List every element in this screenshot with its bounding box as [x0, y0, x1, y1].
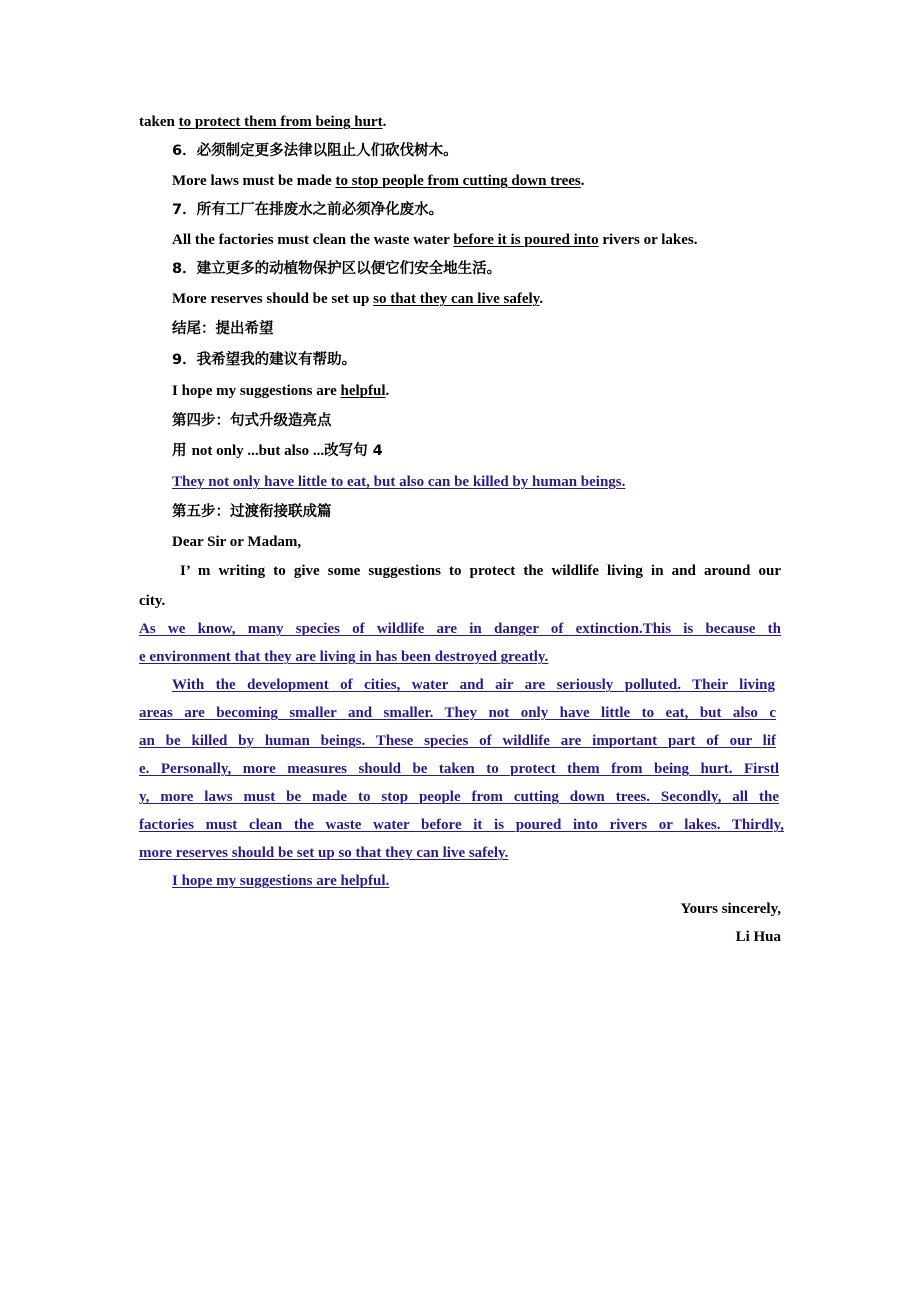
letter-p2-line-3: an be killed by human beings. These species of wildlife are important part of our lif: [139, 733, 776, 749]
item9-lead: I hope my suggestions are: [172, 383, 341, 399]
letter-p2-line-5: y, more laws must be made to stop people from cutting down trees. Secondly, all the: [139, 789, 779, 805]
letter-opening-line-1: I’ m writing to give some suggestions to protect the wildlife living in and around our: [180, 563, 781, 579]
step4-heading: 第四步：句式升级造亮点: [172, 413, 332, 429]
item7-answer: before it is poured into: [453, 232, 599, 248]
letter-closing-hope: I hope my suggestions are helpful.: [172, 873, 390, 889]
letter-p2-line-2: areas are becoming smaller and smaller. They not only have little to eat, but also c: [139, 705, 776, 721]
letter-signature: Li Hua: [735, 929, 781, 945]
item6-english: [172, 171, 585, 191]
item9-chinese: 9．我希望我的建议有帮助。: [172, 352, 357, 368]
step5-heading: 第五步：过渡衔接联成篇: [172, 504, 332, 520]
item6-chinese: 6．必须制定更多法律以阻止人们砍伐树木。: [172, 143, 458, 159]
letter-p2-line-1: With the development of cities, water and air are seriously polluted. Their living: [172, 677, 775, 693]
item8-answer: so that they can live safely: [373, 291, 540, 307]
step4-instruction-suffix: 改写句 4: [324, 443, 383, 459]
step4-instruction-prefix: 用: [172, 443, 192, 459]
step4-instruction-pattern: not only ...but also ...: [191, 443, 325, 459]
item9-answer: helpful: [340, 383, 386, 399]
step4-instruction: [172, 441, 383, 461]
item7-english: [172, 230, 698, 250]
letter-p2-line-6: factories must clean the waste water before it is poured into rivers or lakes. Thirdly,: [139, 817, 784, 833]
item8-english: [172, 289, 543, 309]
letter-opening-line-2: city.: [139, 593, 166, 609]
letter-p2-line-4: e. Personally, more measures should be taken to protect them from being hurt. Firstl: [139, 761, 779, 777]
item8-chinese: 8．建立更多的动植物保护区以便它们安全地生活。: [172, 261, 502, 277]
item5-answer: to protect them from being hurt: [178, 114, 383, 130]
item9-english: [172, 381, 389, 401]
item8-tail: .: [539, 291, 544, 307]
item5-continuation: [139, 112, 386, 132]
step4-answer: They not only have little to eat, but also can be killed by human beings.: [172, 474, 626, 490]
letter-p1-line-2: e environment that they are living in has been destroyed greatly.: [139, 649, 549, 665]
item6-tail: .: [580, 173, 585, 189]
item5-lead: taken: [139, 114, 179, 130]
item7-tail: rivers or lakes.: [598, 232, 698, 248]
item6-lead: More laws must be made: [172, 173, 336, 189]
letter-salutation: Dear Sir or Madam,: [172, 534, 302, 550]
ending-heading: 结尾：提出希望: [172, 321, 274, 337]
item7-chinese: 7．所有工厂在排废水之前必须净化废水。: [172, 202, 444, 218]
letter-p2-line-7: more reserves should be set up so that they can live safely.: [139, 845, 509, 861]
letter-signoff: Yours sincerely,: [680, 901, 781, 917]
item6-answer: to stop people from cutting down trees: [335, 173, 581, 189]
item5-tail: .: [382, 114, 387, 130]
item9-tail: .: [385, 383, 390, 399]
item7-lead: All the factories must clean the waste water: [172, 232, 454, 248]
item8-lead: More reserves should be set up: [172, 291, 374, 307]
letter-p1-line-1: As we know, many species of wildlife are in danger of extinction.This is because th: [139, 621, 781, 637]
